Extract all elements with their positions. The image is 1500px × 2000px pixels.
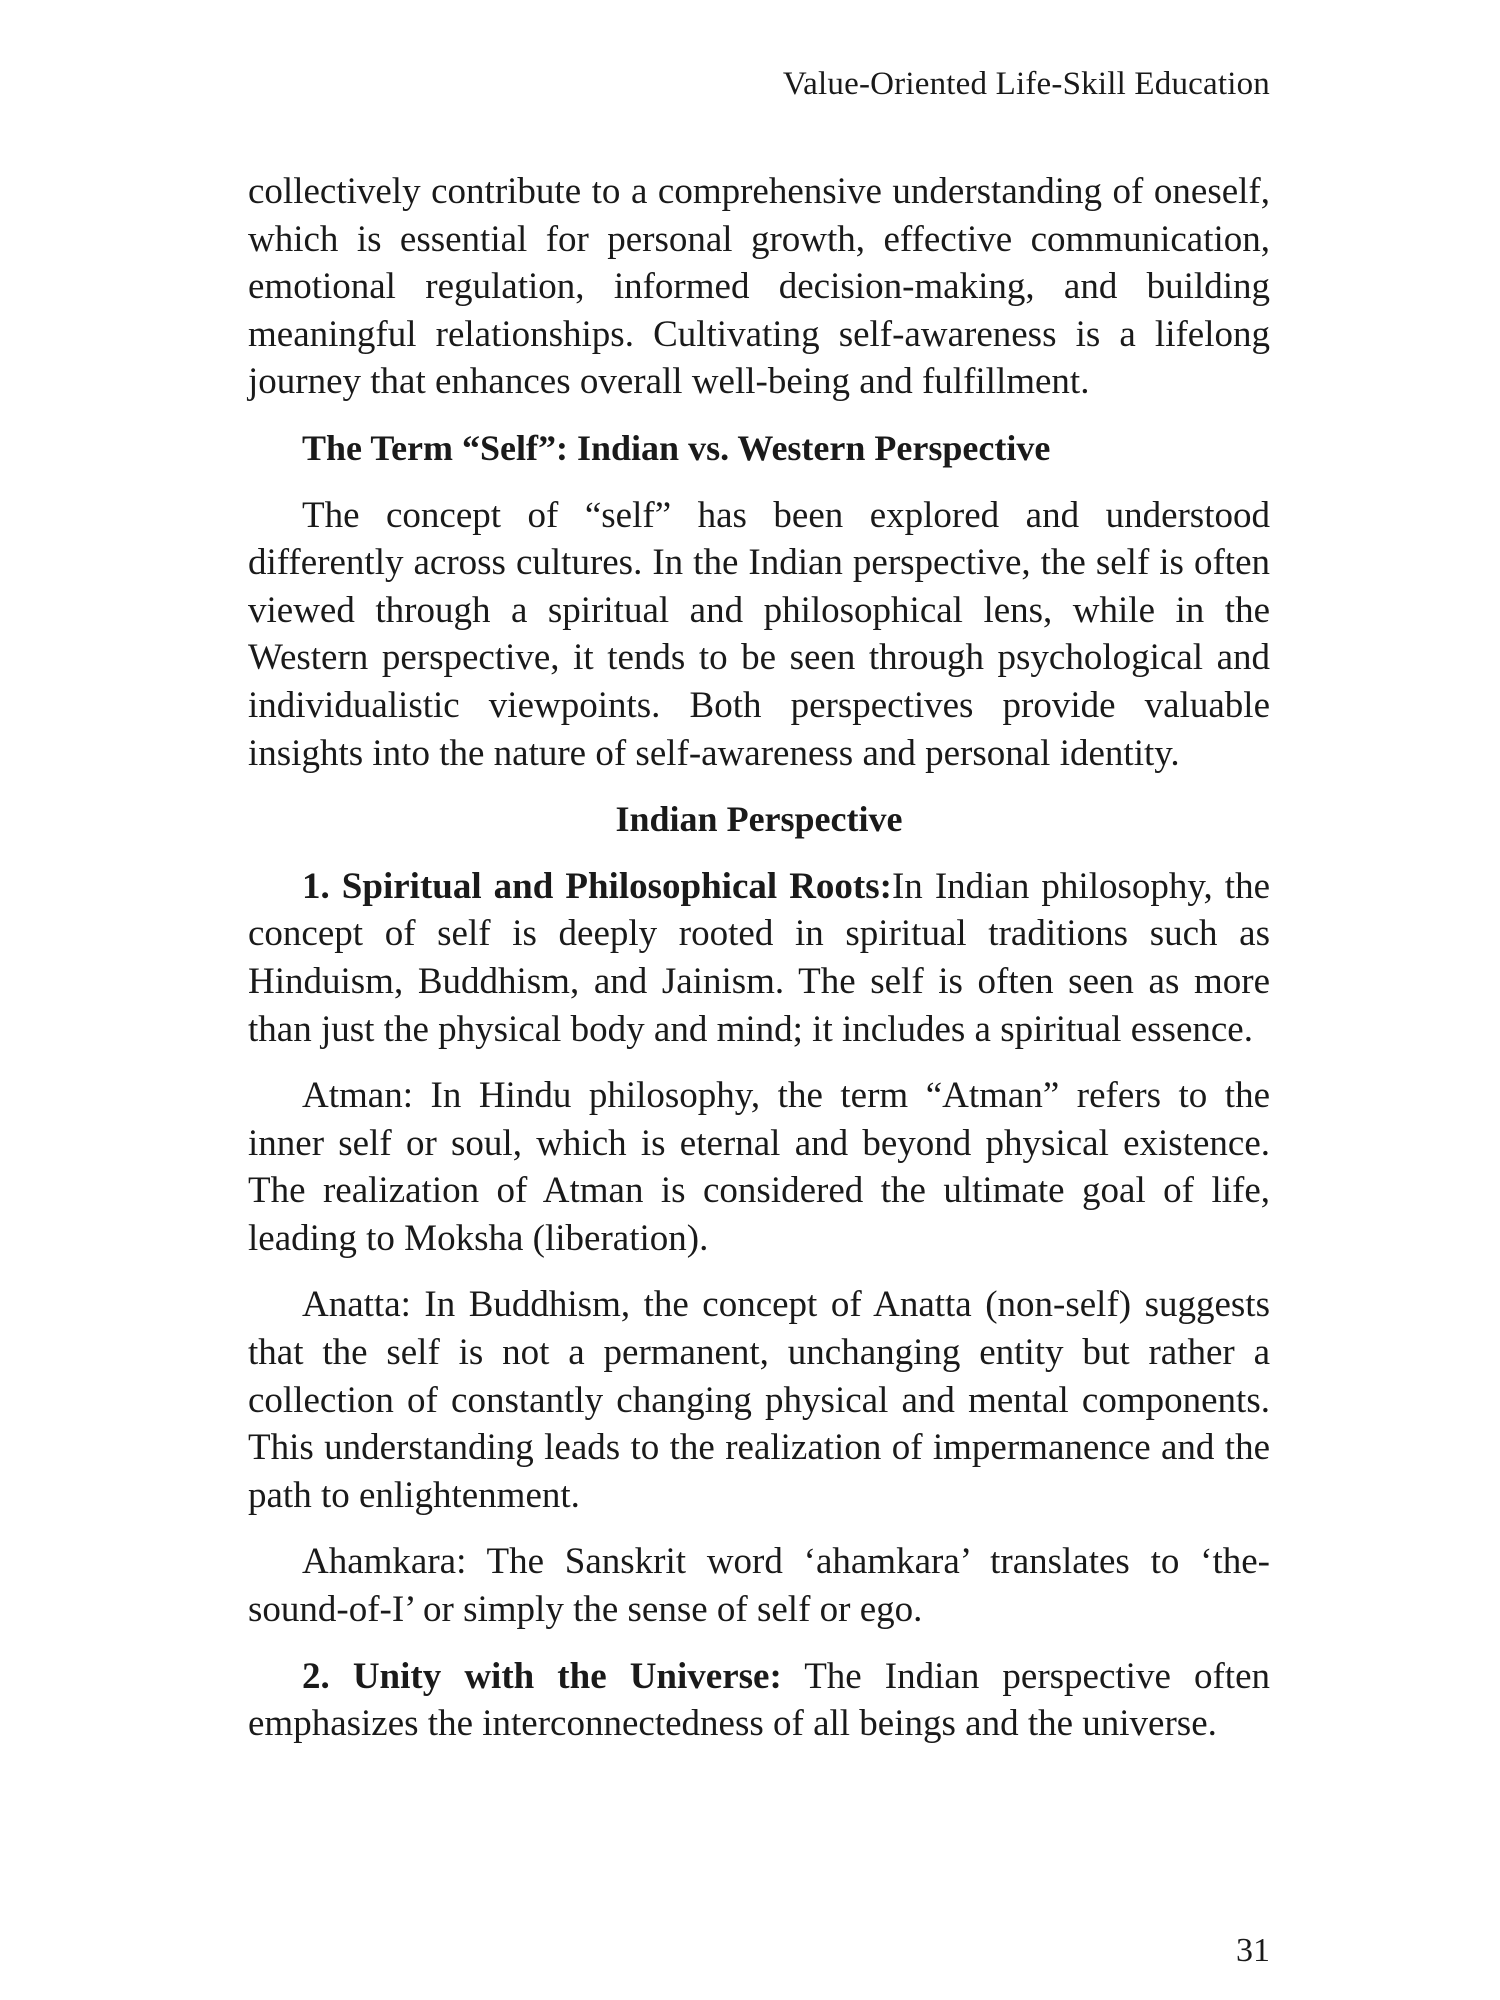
running-head: Value-Oriented Life-Skill Education (782, 66, 1270, 102)
atman-paragraph: Atman: In Hindu philosophy, the term “Atman” refers to the inner self or soul, which is eternal and beyond physical existence. The realization of Atman is considered the ultimate goal of life, leading to Moksha (liberation). (248, 1075, 1270, 1259)
anatta-paragraph: Anatta: In Buddhism, the concept of Anatta (non-self) suggests that the self is not a permanent, unchanging entity but rather a collection of constantly changing physical and mental components. This understanding leads to the realization of impermanence and the path to enlightenment. (248, 1284, 1270, 1516)
page-number: 31 (1236, 1932, 1270, 1969)
subsection-heading: Indian Perspective (615, 799, 903, 840)
section-intro-paragraph: The concept of “self” has been explored and understood differently across cultures. In the Indian perspective, the self is often viewed through a spiritual and philosophical lens, while in the Western perspective, it tends to be seen through psychological and individualistic viewpoints. Both perspectives provide valuable insights into the nature of self-awareness and personal identity. (248, 494, 1270, 774)
point-1-text: In Indian philosophy, the concept of self is deeply rooted in spiritual traditions such as Hinduism, Buddhism, and Jainism. The self is often seen as more than just the physical body and mind; it includes a spiritual essence. (248, 865, 1270, 1050)
section-heading: The Term “Self”: Indian vs. Western Perspective (302, 427, 1051, 468)
point-2-text: The Indian perspective often emphasizes the interconnectedness of all beings and the universe. (248, 1655, 1270, 1745)
continuation-paragraph: collectively contribute to a comprehensive understanding of oneself, which is essential for personal growth, effective communication, emotional regulation, informed decision-making, and building meaningful relationships. Cultivating self-awareness is a lifelong journey that enhances overall well-being and fulfillment. (248, 171, 1270, 403)
point-1-lead: 1. Spiritual and Philosophical Roots: (302, 865, 892, 907)
point-2-lead: 2. Unity with the Universe: (302, 1655, 782, 1697)
point-2-paragraph (248, 1653, 1270, 1748)
page-body (248, 168, 1270, 1767)
ahamkara-paragraph: Ahamkara: The Sanskrit word ‘ahamkara’ translates to ‘the-sound-of-I’ or simply the sense of self or ego. (248, 1541, 1270, 1631)
point-1-paragraph (248, 863, 1270, 1053)
